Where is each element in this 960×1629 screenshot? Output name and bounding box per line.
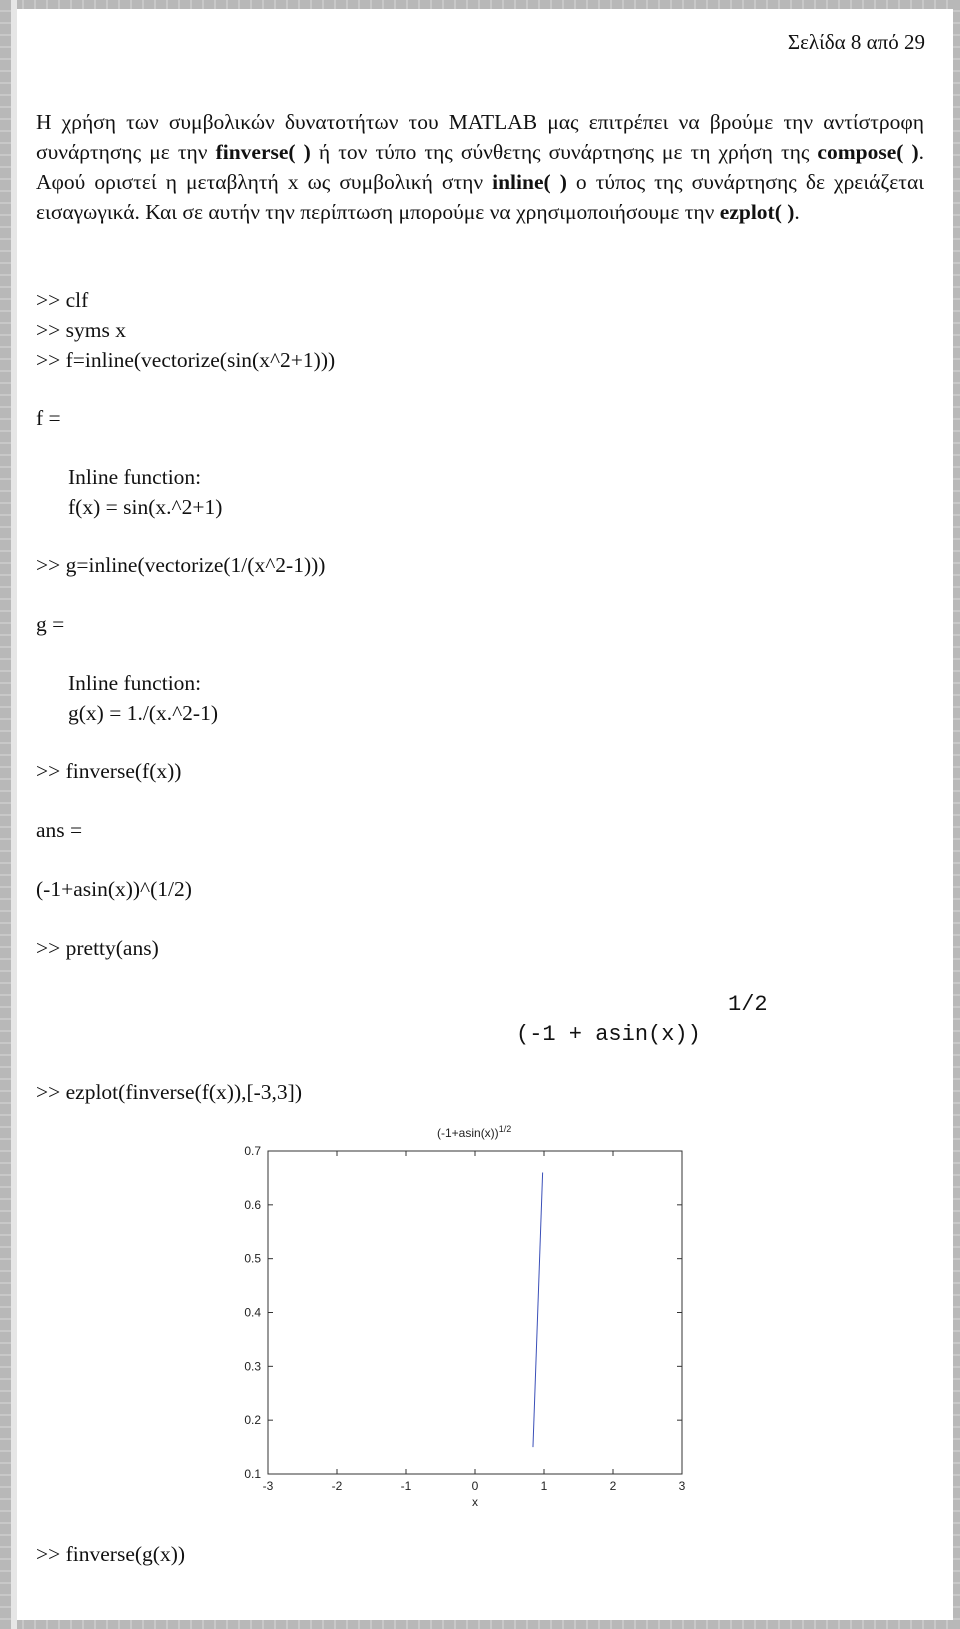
y-tick-label: 0.1 (244, 1467, 261, 1481)
code-line-f-def: >> f=inline(vectorize(sin(x^2+1))) (36, 348, 336, 372)
finverse-keyword: finverse( ) (215, 140, 311, 164)
y-tick-label: 0.7 (244, 1144, 261, 1158)
code-line-syms: >> syms x (36, 318, 126, 342)
intro-text-3: . Αφού οριστεί η μεταβλητή x ως συμβολική στην (36, 140, 925, 194)
pretty-exponent: 1/2 (728, 992, 768, 1017)
page-number: Σελίδα 8 από 29 (787, 30, 925, 54)
chart-svg (230, 1124, 730, 1560)
chart-title-superscript: 1/2 (498, 1124, 512, 1134)
code-output-g-expr: g(x) = 1./(x.^2-1) (68, 701, 218, 725)
x-tick-label: -2 (331, 1479, 343, 1493)
y-tick-label: 0.4 (244, 1305, 261, 1320)
x-tick-label: 3 (678, 1479, 686, 1493)
page-border-left-inner (11, 0, 17, 1629)
series-group (533, 1173, 543, 1448)
intro-text-5: . (794, 200, 800, 224)
y-tick-label: 0.3 (244, 1359, 261, 1374)
code-line-pretty: >> pretty(ans) (36, 936, 159, 960)
compose-keyword: compose( ) (817, 140, 919, 164)
chart-title-base: (-1+asin(x)) (437, 1126, 499, 1140)
ezplot-keyword: ezplot( ) (719, 200, 795, 224)
code-output-inline-label-f: Inline function: (68, 465, 202, 489)
code-output-g-label: g = (36, 612, 65, 636)
x-tick-label: 0 (471, 1479, 479, 1493)
code-output-f-label: f = (36, 406, 61, 430)
inline-keyword: inline( ) (492, 170, 567, 194)
y-tick-label: 0.5 (244, 1251, 261, 1266)
x-tick-label: -3 (262, 1479, 274, 1493)
series-line (533, 1173, 543, 1448)
code-output-ans-expr: (-1+asin(x))^(1/2) (36, 877, 192, 901)
ezplot-chart (230, 1124, 730, 1560)
code-line-ezplot: >> ezplot(finverse(f(x)),[-3,3]) (36, 1080, 302, 1104)
intro-text-1: Η χρήση των συμβολικών δυνατοτήτων του MATLAB μας επιτρέπει να βρούμε την αντίστροφη συνάρτησης με την (36, 110, 924, 164)
y-tick-label: 0.2 (244, 1413, 261, 1428)
code-line-finverse-f: >> finverse(f(x)) (36, 759, 182, 783)
code-output-ans-label: ans = (36, 818, 83, 842)
intro-text-4: ο τύπος της συνάρτησης δε χρειάζεται εισαγωγικά. Και σε αυτήν την περίπτωση μπορούμε να χρησιμοποιήσουμε την (36, 170, 924, 224)
plot-area-frame (268, 1151, 682, 1474)
y-tick-label: 0.6 (244, 1197, 261, 1212)
x-axis-label: x (472, 1495, 478, 1509)
code-line-g-def: >> g=inline(vectorize(1/(x^2-1))) (36, 553, 326, 577)
pretty-base: (-1 + asin(x)) (516, 1022, 701, 1047)
page-border-right (953, 0, 960, 1629)
intro-paragraph (36, 107, 924, 227)
intro-text-2: ή τον τύπο της σύνθετης συνάρτησης με τη χρήση της (310, 140, 818, 164)
page-border-top (0, 0, 960, 9)
axis-ticks (244, 1144, 685, 1493)
code-line-finverse-g: >> finverse(g(x)) (36, 1542, 186, 1566)
page-border-left (0, 0, 11, 1629)
code-output-inline-label-g: Inline function: (68, 671, 202, 695)
x-tick-label: -1 (400, 1479, 412, 1493)
code-line-clf: >> clf (36, 288, 89, 312)
page-border-bottom (0, 1620, 960, 1629)
chart-title (437, 1124, 511, 1140)
x-tick-label: 1 (540, 1479, 548, 1493)
code-output-f-expr: f(x) = sin(x.^2+1) (68, 495, 223, 519)
x-tick-label: 2 (609, 1479, 617, 1493)
